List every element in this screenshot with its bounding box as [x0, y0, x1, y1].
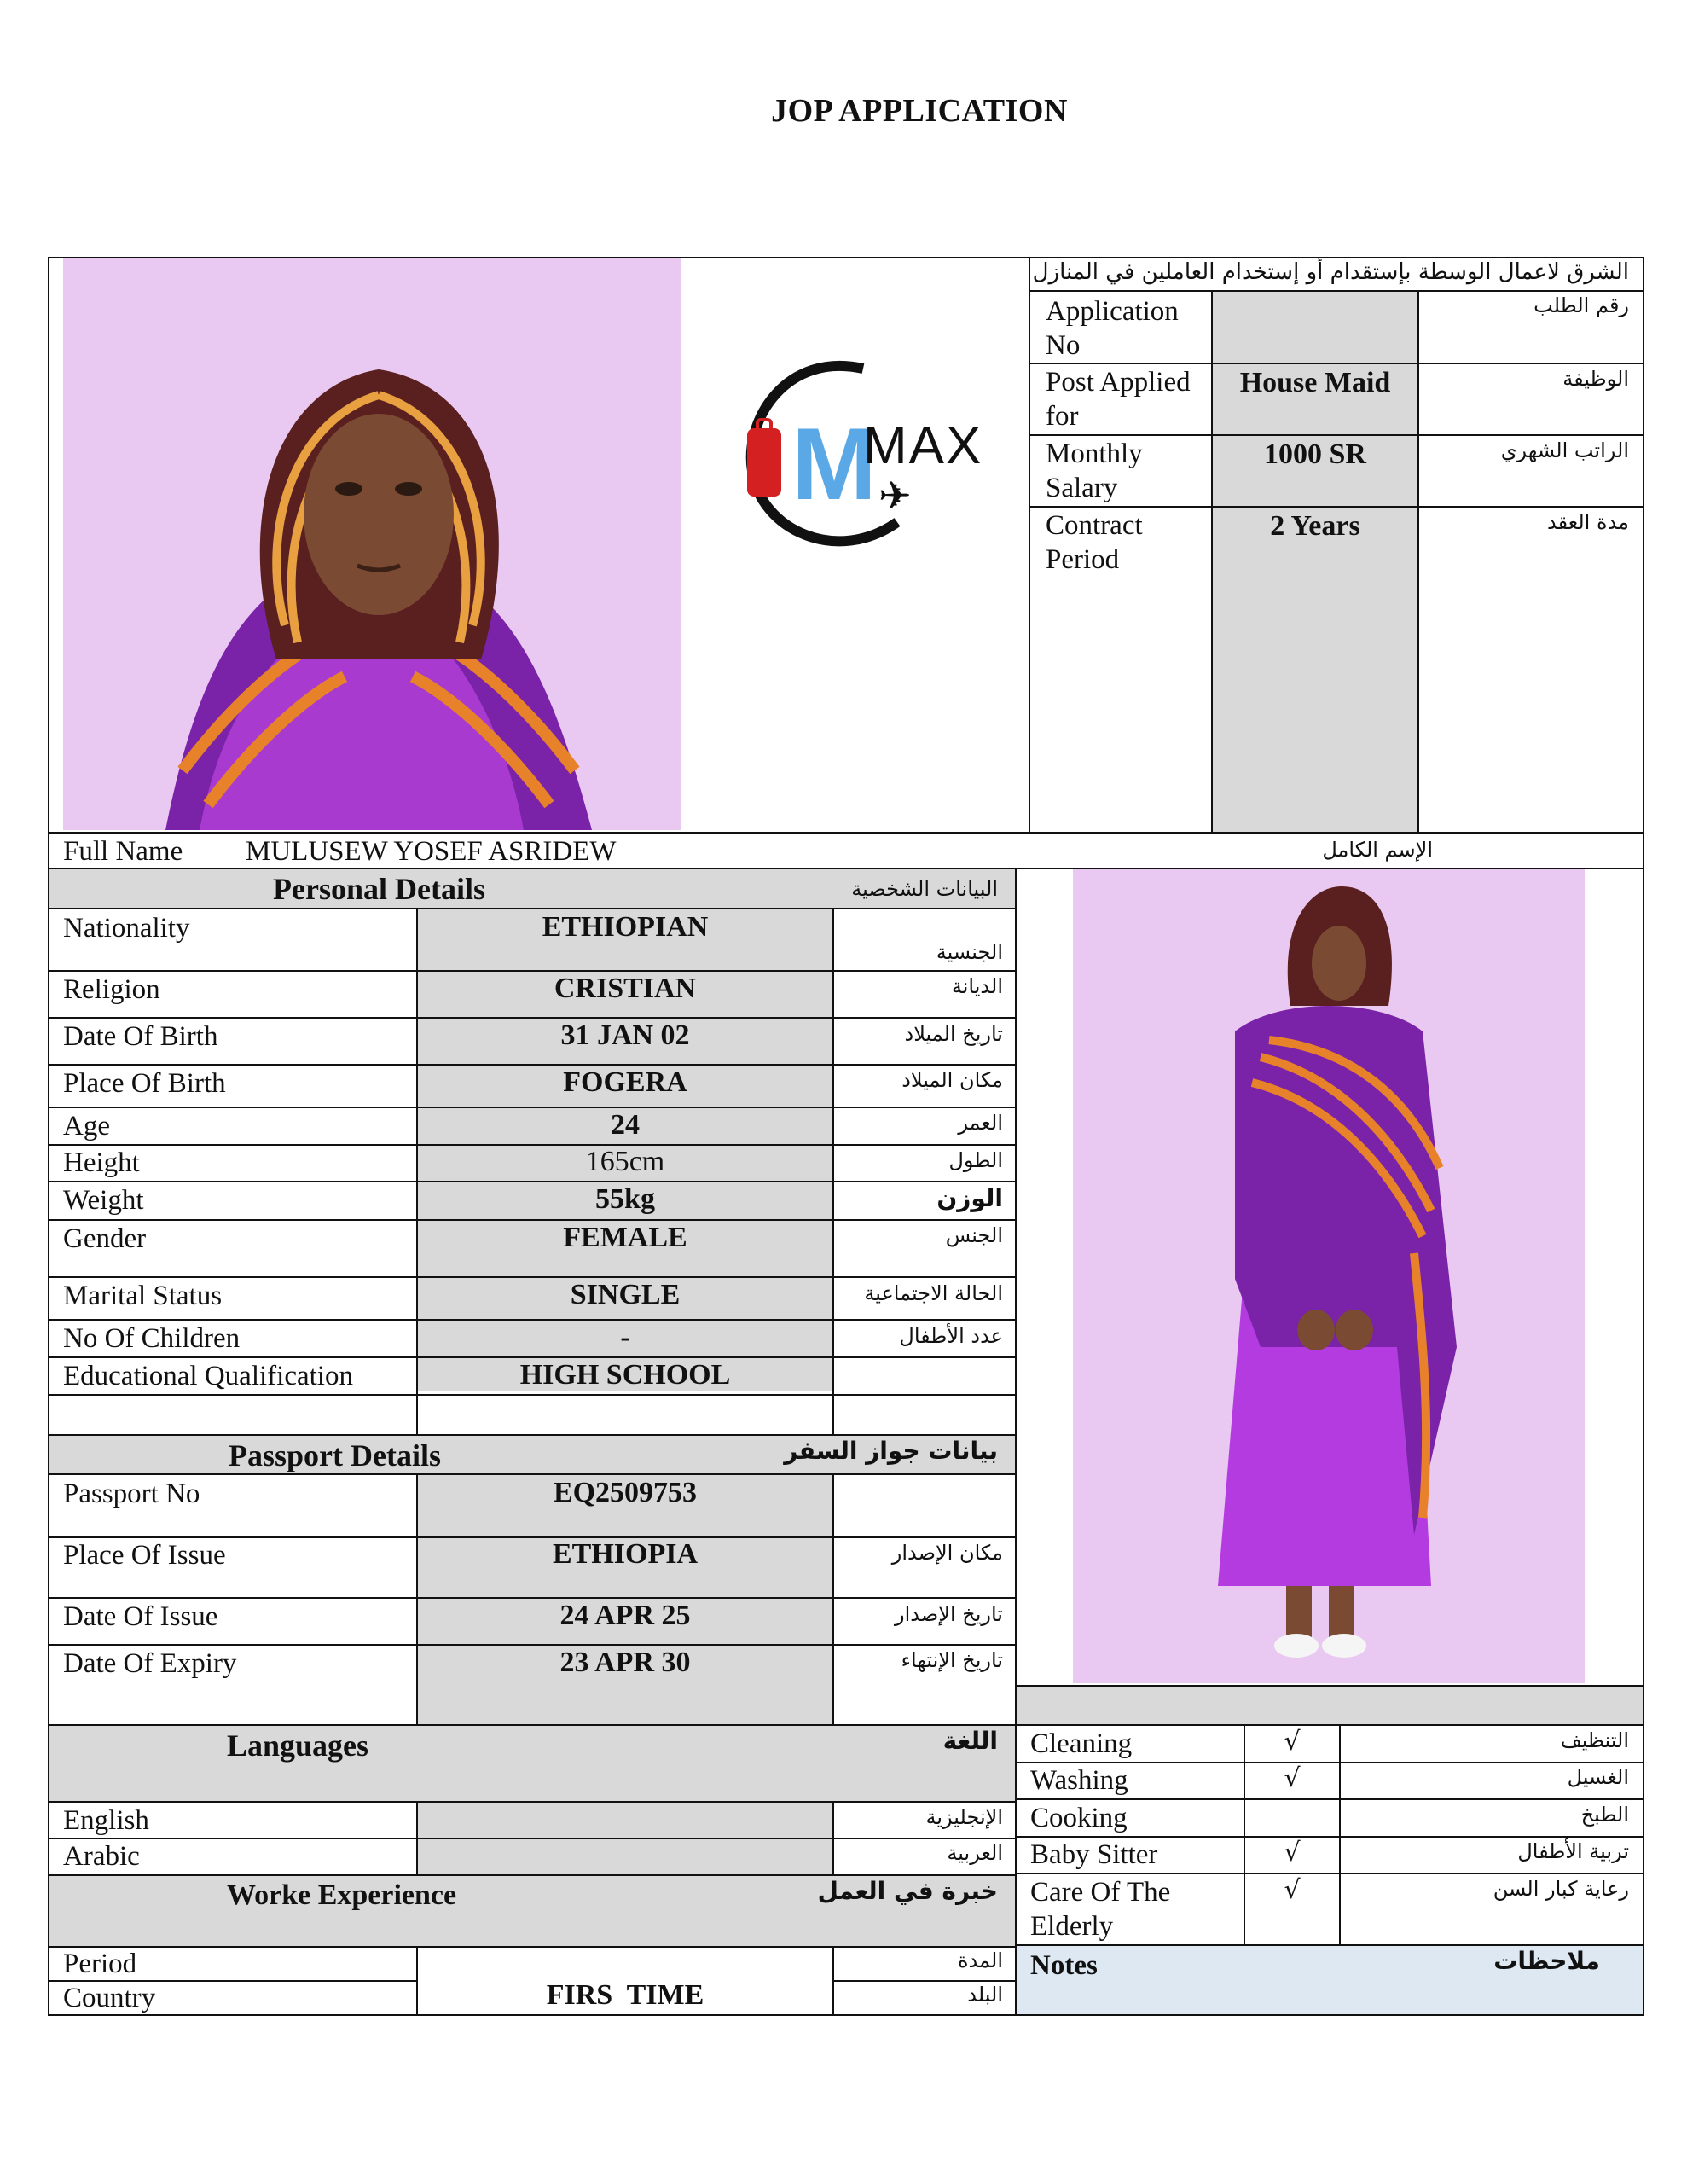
post-applied-arabic: الوظيفة — [1562, 367, 1629, 391]
marital-status-label: Marital Status — [63, 1281, 223, 1311]
marital-status-value: SINGLE — [570, 1279, 681, 1310]
skill-baby-sitter-arabic: تربية الأطفال — [1517, 1839, 1629, 1863]
date-of-expiry-arabic: تاريخ الإنتهاء — [901, 1648, 1003, 1672]
skill-washing-label: Washing — [1030, 1765, 1128, 1796]
full-name-value: MULUSEW YOSEF ASRIDEW — [246, 836, 617, 867]
country-arabic: البلد — [967, 1983, 1003, 2007]
nationality-value: ETHIOPIAN — [542, 911, 709, 943]
place-of-issue-arabic: مكان الإصدار — [891, 1541, 1003, 1565]
page-title: JOP APPLICATION — [771, 93, 1068, 129]
experience-value: FIRS TIME — [546, 1979, 704, 2011]
skill-cooking-label: Cooking — [1030, 1803, 1128, 1833]
languages-heading-arabic: اللغة — [942, 1727, 998, 1755]
country-label: Country — [63, 1983, 156, 2013]
contract-period-arabic: مدة العقد — [1547, 510, 1629, 534]
education-value: HIGH SCHOOL — [519, 1359, 731, 1391]
border-bottom — [48, 2014, 1644, 2016]
notes-arabic: ملاحظات — [1493, 1947, 1600, 1975]
passport-details-heading: Passport Details — [229, 1438, 441, 1472]
place-of-birth-label: Place Of Birth — [63, 1068, 226, 1099]
personal-details-heading-arabic: البيانات الشخصية — [851, 877, 998, 901]
dob-label: Date Of Birth — [63, 1021, 218, 1052]
language-arabic-arabic: العربية — [947, 1841, 1003, 1865]
gender-arabic: الجنس — [945, 1223, 1003, 1247]
company-name-arabic: الشرق لاعمال الوسطة بإستقدام أو إستخدام العاملين في المنازل — [1032, 259, 1629, 285]
passport-no-value: EQ2509753 — [553, 1477, 698, 1508]
logo-text: MAX — [863, 416, 983, 475]
skill-elderly-check-icon: √ — [1284, 1875, 1301, 1905]
full-name-label: Full Name — [63, 836, 183, 867]
skill-washing-arabic: الغسيل — [1567, 1765, 1629, 1789]
post-applied-label: Post Applied for — [1046, 367, 1191, 432]
applicant-full-body-photo — [1073, 869, 1585, 1683]
work-experience-heading: Worke Experience — [227, 1879, 457, 1911]
place-of-birth-value: FOGERA — [563, 1066, 687, 1098]
height-label: Height — [63, 1147, 140, 1178]
work-experience-heading-arabic: خبرة في العمل — [817, 1877, 998, 1905]
applicant-portrait-photo — [63, 258, 681, 830]
religion-value: CRISTIAN — [554, 973, 697, 1004]
post-applied-value: House Maid — [1239, 367, 1391, 398]
children-arabic: عدد الأطفال — [899, 1324, 1003, 1348]
contract-period-value: 2 Years — [1270, 510, 1360, 542]
height-value: 165cm — [585, 1146, 665, 1177]
skill-washing-check-icon: √ — [1284, 1763, 1301, 1793]
skill-cooking-arabic: الطبخ — [1580, 1803, 1629, 1827]
languages-heading: Languages — [227, 1728, 369, 1763]
skill-elderly-arabic: رعاية كبار السن — [1493, 1877, 1629, 1901]
dob-value: 31 JAN 02 — [560, 1019, 690, 1051]
nationality-label: Nationality — [63, 913, 190, 944]
place-of-issue-value: ETHIOPIA — [552, 1538, 699, 1570]
personal-details-heading: Personal Details — [273, 872, 485, 906]
passport-details-heading-arabic: بيانات جواز السفر — [784, 1437, 998, 1465]
skill-cleaning-label: Cleaning — [1030, 1728, 1133, 1759]
height-arabic: الطول — [948, 1148, 1003, 1172]
marital-status-arabic: الحالة الاجتماعية — [864, 1281, 1003, 1305]
left-table-right-line — [1015, 868, 1017, 2016]
date-of-expiry-value: 23 APR 30 — [559, 1647, 691, 1678]
contract-period-label: Contract Period — [1046, 510, 1143, 575]
date-of-expiry-label: Date Of Expiry — [63, 1648, 237, 1679]
education-label: Educational Qualification — [63, 1361, 353, 1391]
language-english-arabic: الإنجليزية — [925, 1805, 1003, 1829]
place-of-birth-arabic: مكان الميلاد — [901, 1068, 1003, 1092]
company-logo — [735, 334, 983, 573]
date-of-issue-value: 24 APR 25 — [559, 1600, 691, 1631]
religion-label: Religion — [63, 974, 160, 1005]
border-right — [1643, 257, 1644, 2016]
nationality-arabic: الجنسية — [936, 940, 1003, 964]
monthly-salary-arabic: الراتب الشهري — [1500, 439, 1629, 462]
application-no-label: Application No — [1046, 296, 1179, 361]
skill-baby-sitter-check-icon: √ — [1284, 1838, 1301, 1867]
header-table-left-line — [1029, 257, 1030, 832]
children-label: No Of Children — [63, 1323, 241, 1354]
language-english-label: English — [63, 1805, 149, 1836]
weight-value: 55kg — [595, 1183, 655, 1215]
skill-cleaning-check-icon: √ — [1284, 1727, 1301, 1757]
weight-arabic: الوزن — [936, 1184, 1003, 1212]
airplane-icon: ✈ — [878, 473, 912, 519]
skill-baby-sitter-label: Baby Sitter — [1030, 1839, 1158, 1870]
passport-no-label: Passport No — [63, 1478, 200, 1509]
notes-label: Notes — [1030, 1950, 1098, 1981]
gender-label: Gender — [63, 1223, 147, 1254]
place-of-issue-label: Place Of Issue — [63, 1540, 226, 1571]
skill-elderly-label: Care Of The Elderly — [1030, 1877, 1171, 1942]
children-value: - — [620, 1321, 630, 1353]
weight-label: Weight — [63, 1185, 144, 1216]
age-arabic: العمر — [958, 1111, 1003, 1135]
period-label: Period — [63, 1949, 137, 1979]
age-value: 24 — [611, 1109, 640, 1141]
age-label: Age — [63, 1111, 110, 1141]
language-arabic-label: Arabic — [63, 1841, 140, 1872]
date-of-issue-arabic: تاريخ الإصدار — [895, 1602, 1003, 1626]
date-of-issue-label: Date Of Issue — [63, 1601, 218, 1632]
full-name-arabic: الإسم الكامل — [1322, 838, 1433, 862]
dob-arabic: تاريخ الميلاد — [904, 1022, 1003, 1046]
skill-cleaning-arabic: التنظيف — [1560, 1728, 1629, 1752]
gender-value: FEMALE — [563, 1222, 687, 1253]
period-arabic: المدة — [957, 1949, 1003, 1972]
religion-arabic: الديانة — [951, 974, 1003, 998]
logo-mark-letter: M — [791, 407, 877, 521]
application-no-arabic: رقم الطلب — [1533, 293, 1629, 317]
monthly-salary-value: 1000 SR — [1264, 439, 1366, 470]
monthly-salary-label: Monthly Salary — [1046, 439, 1143, 503]
